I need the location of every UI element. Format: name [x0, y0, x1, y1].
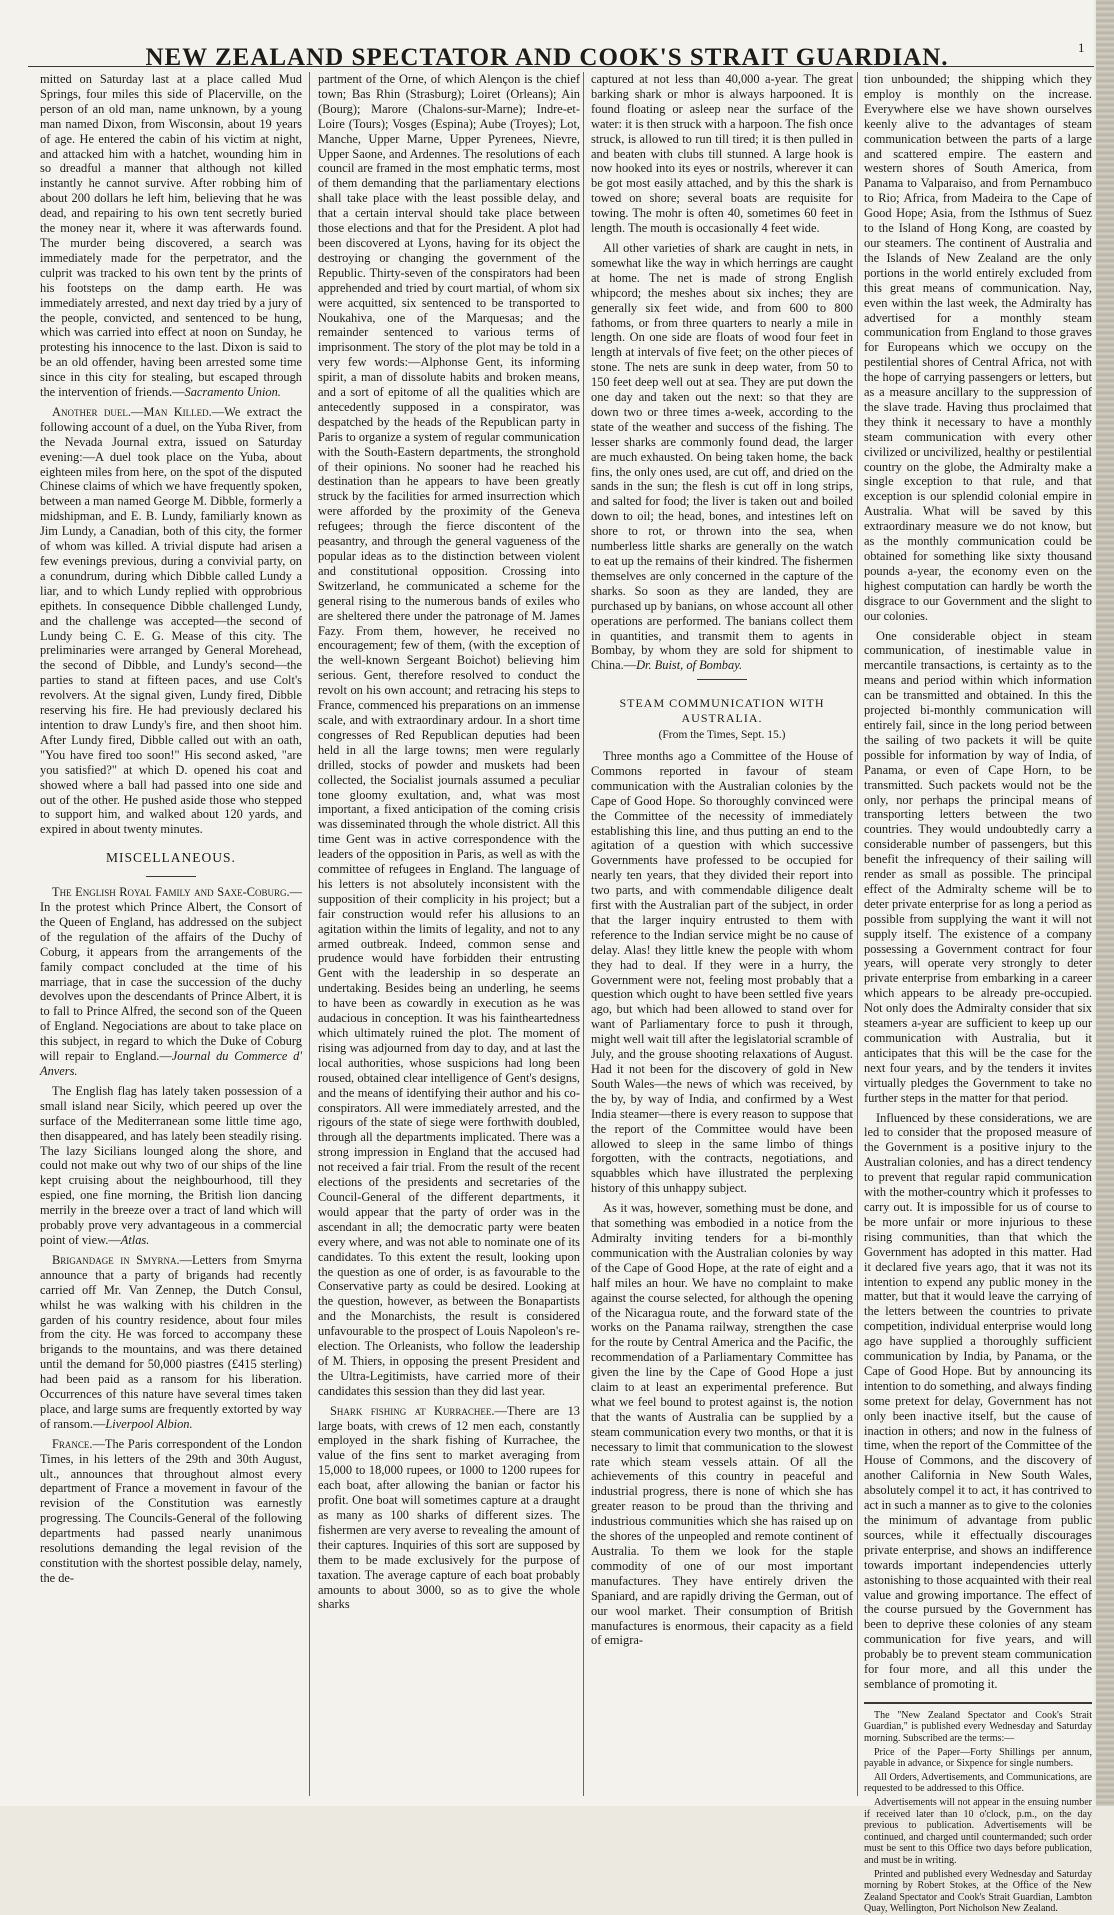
article-paragraph: As it was, however, something must be done, and that something was embodied in a notice from the Admiralty inviting tenders for a bi-monthly communication with the Australian colonies by way of the Cape of Good Hope, at the rate of eight and a half miles an hour. We have no complaint to make against the course selected, for although the opening of the Nicaragua route, and the forward state of the works on the Panama railway, strengthen the case for the route by Central America and the Pacific, the recommendation of a Parliamentary Committee has given the line by the Cape of Good Hope a just claim to at least an experimental preference. But what we feel bound to protest against is, the notion that the wants of Australia can be supplied by a steam communication every two months, or that it is necessary to limit that communication to the slowest rate which steam vessels attain. Of all the achievements of this country in peaceful and industrial progress, there is none of which she has greater reason to be proud than the thriving and industrious communities which she has raised up on the shores of the unpeopled and remote continent of Australia. To them we look for the staple commodity of one of our most important manufactures. They have entirely driven the Spaniard, and are rapidly driving the German, out of our wool market. Their consumption of British manufactures is enormous, their capacity as a field of emigra-: [591, 1201, 853, 1648]
article-lead: France.: [52, 1436, 93, 1451]
article-duel: Another duel.—Man Killed.—We extract the following account of a duel, on the Yuba River, from the Nevada Journal extra, issued on Saturday evening:—A duel took place on the Yuba, about eighteen miles from here, on the spot of the disputed Chinese claims of which we have frequently spoken, between a man named George M. Dibble, formerly a midshipman, and E. B. Lundy, familiarly known as Jim Lundy, a Canadian, both of this city, the former of whom was killed. A trivial dispute had arisen a few evenings previous, during a convivial party, on a conundrum, during which Dibble called Lundy a liar, and to which Lundy replied with opprobrious epithets. In consequence Dibble challenged Lundy, and the challenge was accepted—the second of Lundy being C. E. G. Mease of this city. The preliminaries were arranged by General Morehead, the second of Dibble, and Lundy's second—the parties to stand at fifteen paces, and use Colt's revolvers. At the signal given, Lundy fired, Dibble reserving his fire. He had previously declared his intention to draw Lundy's fire, and then shoot him. After Lundy fired, Dibble called out with an oath, "You have fired too soon!" His second asked, "are you satisfied?" at which D. opened his coat and showed where a ball had passed into one side and out of the other. He pushed aside those who stepped to support him, and walked about 120 yards, and expired in about twenty minutes.: [40, 404, 302, 837]
article-lead: Shark fishing at Kurrachee.: [330, 1403, 495, 1418]
divider: [146, 876, 196, 877]
column-divider: [309, 72, 310, 1796]
article-paragraph: All other varieties of shark are caught in nets, in somewhat like the way in which herrings are caught at home. The net is made of strong English whipcord; the meshes about six inches; they are generally six feet wide, and from 600 to 800 fathoms, or from three quarters to nearly a mile in length. On one side are floats of wood four feet in length at intervals of five feet; on the other pieces of stone. The nets are sunk in deep water, from 50 to 150 feet deep well out at sea. They are put down the one day and taken out the next: so that they are down two or three times a-week, according to the state of the weather and success of the fishing. The lesser sharks are commonly found dead, the larger are much exhausted. On being taken home, the back fins, the only ones used, are cut off, and dried on the sands in the sun; the flesh is cut off in long strips, and salted for food; the liver is taken out and boiled down to oil; the head, bones, and intestines left on shore to rot, or thrown into the sea, when numberless little sharks are generally on the watch to eat up the remains of their kindred. The fishermen themselves are only concerned in the capture of the sharks. So soon as they are landed, they are purchased up by banians, on whose account all other operations are performed. The banians collect them in quantities, and transmit them to agents in Bombay, by whom they are sold for shipment to China.—Dr. Buist, of Bombay.: [591, 240, 853, 673]
article-france: France.—The Paris correspondent of the London Times, in his letters of the 29th and 30th August, ult., announces that throughout almost every department of France a movement in favour of the revision of the Constitution was earnestly progressing. The Councils-General of the following departments had passed nearly unanimous resolutions demanding the legal revision of the constitution with the shortest possible delay, namely, the de-: [40, 1436, 302, 1585]
column-4: [864, 72, 1092, 1915]
article-paragraph: Three months ago a Committee of the House of Commons reported in favour of steam communication with the Australian colonies by the Cape of Good Hope. So thoroughly convinced were the Committee of the necessity of immediately establishing this line, and thus putting an end to the agitation of a question with which successive Governments have professed to be occupied for nearly ten years, that they divided their report into two parts, and with commendable diligence dealt first with the Australian part of the subject, in order that the larger inquiry entrusted to them with reference to the Indian service might be no cause of delay. Alas! they little knew the people with whom they had to deal. If they were in a hurry, the Government were not, feeling most probably that a question which ought to have been settled five years ago, but which had been allowed to stand over for want of Parliamentary force to push it through, might well wait till after the legislatorial scramble of July, and the grouse shooting relaxations of August. Had it not been for the discovery of gold in New South Wales—the news of which was received, by the by, by way of India, and confirmed by a West India steamer—there is every reason to suppose that the report of the Committee would have been allowed to sleep in the same limbo of things forgotten, with the contracts, negotiations, and squabbles which have illustrated the perplexing history of this unhappy subject.: [591, 748, 853, 1196]
colophon: [864, 1702, 1092, 1915]
article-paragraph: Influenced by these considerations, we are led to consider that the proposed measure of the Government is a positive injury to the Australian colonies, and has a direct tendency to prevent that regular rapid communication with the mother-country which it professes to carry out. It is impossible for us of course to be more unfair or more injurious to these rising communities, than that which the Government has adopted in this matter. Had it declared five years ago, that it was not its intention to expend any public money in the matter, but that it would leave the carrying of the letters between the countries to private competition, individual enterprise would long ago have supplied a thoroughly sufficient communication by India, by Panama, or the Cape of Good Hope. But by announcing its intention to do something, and always finding some pretext for delay, Government has not only been inactive itself, but the cause of inaction in others; and now in the fulness of time, when the report of the Committee of the House of Commons, and the discovery of another California in New South Wales, absolutely compel it to act, it has contrived to act in such a manner as to give to the colonies the minimum of advantage from public sources, while it effectually discourages private enterprise, and shows an indifference towards important independencies utterly astonishing to those acquainted with their real value and growing importance. The effect of the course pursued by the Government has been to deprive these colonies of any steam communication for five years, and will probably be to prevent steam communication for four more, and all this under the semblance of promoting it.: [864, 1110, 1092, 1691]
page-number: 1: [1078, 40, 1085, 55]
article-paragraph: partment of the Orne, of which Alençon is the chief town; Bas Rhin (Strasburg); Loiret (Orleans); Ain (Bourg); Marore (Chalons-sur-Marne); Indre-et-Loire (Tours); Vosges (Espina); Aube (Troyes); Lot, Manche, Upper Marne, Upper Pyrenees, Nievre, Upper Saone, and Ardennes. The resolutions of each council are framed in the most emphatic terms, most of them demanding that the parliamentary elections shall take place with the least possible delay, and that a certain interval should take place between those elections and that for the President. A plot had been discovered at Lyons, having for its object the destroying or changing the government of the Republic. Thirty-seven of the conspirators had been apprehended and tried by court martial, of whom six were acquitted, six sentenced to be transported to Noukahiva, one of the Marquesas; and the remainder sentenced to various terms of imprisonment. The story of the plot may be told in a very few words:—Alphonse Gent, its informing spirit, a man of dissolute habits and broken means, and a sort of epitome of all the qualities which are antecedently supposed in a conspirator, was despatched by the heads of the Republican party in Paris to organize a system of regular communication with the South-Eastern departments, the stronghold of their opinions. No sooner had he reached his destination than he appears to have been greatly struck by the facilities for armed insurrection which were afforded by the proximity of the Geneva refugees; through the fierce discontent of the peasantry, and through the general vagueness of the popular ideas as to the distinction between violent and constitutional opposition. Crossing into Switzerland, he communicated a scheme for the general rising to the numerous bands of exiles who are sheltered there under the patronage of M. James Fazy. From them, however, he received no encouragement; few of them, (with the exception of the well-known Sergeant Boichot) believing him serious. Gent, therefore resolved to conduct the revolt on his own account; and retracing his steps to France, commenced his preparations on an immense scale, and with extraordinary ardour. In a short time congresses of Red Republican deputies had been held in all the large towns; men were regularly drilled, stocks of powder and muskets had been collected, the Socialist journals assumed a peculiar tone gloomy exultation, and, what was most important, a fixed anticipation of the coming crisis was disseminated through the whole district. All this time Gent was in active correspondence with the leaders of the opposition in Paris, as well as with the committee of refugees in England. The language of his letters is not absolutely inconsistent with the supposition of their complicity in his project; but a fair construction would refer his allusions to an agitation within the limits of legality, and not to any armed outbreak. Indeed, common sense and prudence would have forbidden their entrusting Gent with the leadership in so desperate an undertaking. Besides being an underling, he seems to have been as cowardly in execution as he was audacious in conception. It was his faintheartedness which ultimately ruined the plot. The moment of rising was adjourned from day to day, and at last the local authorities, whose suspicions had long been roused, obtained clear intelligence of Gent's designs, and the means of identifying their author and his co-conspirators. All were immediately arrested, and the rigours of the state of siege were forthwith doubled, through all the departments implicated. There was a strong impression in England that the accused had not received a fair trial. From the result of the recent elections of the presidents and secretaries of the Council-General of the different departments, it would appear that the party of order was in the ascendant in all; the democratic party were beaten every where, and was not able to nominate one of its candidates. To this extent the result, looking upon the question as one of order, is as favourable to the Conservative party as could be desired. Looking at the question, however, as between the Bonapartists and the Monarchists, the result is considered unfavourable to the prospect of Louis Napoleon's re-election. The Orleanists, who follow the leadership of M. Thiers, in opposing the present President and the Ultra-Legitimists, have carried more of their candidates this session than they did last year.: [318, 72, 580, 1398]
column-1: [40, 72, 302, 1796]
column-divider: [583, 72, 584, 1796]
article-lead: The English Royal Family and Saxe-Coburg.: [52, 885, 290, 900]
article-english-flag: The English flag has lately taken possession of a small island near Sicily, which peered up over the surface of the Mediterranean some little time ago, then disappeared, and has lately been steadily rising. The lazy Sicilians lounged along the shore, and could not make out why two of our ships of the line kept cruising about the neighbourhood, till they espied, one fine morning, the British lion dancing merrily in the breeze over a tract of land which will probably prove very advantageous in a commercial point of view.—Atlas.: [40, 1083, 302, 1247]
source-citation: Dr. Buist, of Bombay.: [636, 658, 743, 673]
article-lead: Brigandage in Smyrna.: [52, 1252, 180, 1267]
colophon-line: Price of the Paper—Forty Shillings per annum, payable in advance, or Sixpence for single numbers.: [864, 1746, 1092, 1770]
article-paragraph: captured at not less than 40,000 a-year. The great barking shark or mhor is always harpooned. It is found floating or asleep near the surface of the water: it is then struck with a harpoon. The fish once struck, is allowed to run till tired; it is then pulled in and beaten with clubs till stunned. A large hook is now hooked into its eyes or nostrils, wherever it can be got most easily attached, and by this the shark is towed on shore; several boats are requisite for towing. The mohr is often 40, sometimes 60 feet in length. The mouth is occasionally 4 feet wide.: [591, 72, 853, 236]
source-citation: Liverpool Albion.: [105, 1416, 193, 1431]
section-heading-steam: STEAM COMMUNICATION WITH AUSTRALIA.: [619, 696, 825, 726]
article-royal-family: The English Royal Family and Saxe-Coburg.—In the protest which Prince Albert, the Consort of the Queen of England, has addressed on the subject of the regulation of the affairs of the Duchy of Coburg, it appears from the arrangements of the family compact concluded at the time of his marriage, that in case the succession of the duchy devolves upon the descendants of Prince Albert, it is to fall to Prince Alfred, the second son of the Queen of England. Negociations are about to take place on this subject, in regard to which the Duke of Coburg will repair to England.—Journal du Commerce d' Anvers.: [40, 885, 302, 1078]
page-edge: [1096, 0, 1114, 1806]
colophon-line: Printed and published every Wednesday and Saturday morning by Robert Stokes, at the Office of the New Zealand Spectator and Cook's Strait Guardian, Lambton Quay, Wellington, Port Nicholson New Zealand.: [864, 1868, 1092, 1915]
colophon-line: The "New Zealand Spectator and Cook's Strait Guardian," is published every Wednesday and Saturday morning. Subscribed are the terms:—: [864, 1709, 1092, 1745]
column-2: [318, 72, 580, 1796]
article-smyrna: Brigandage in Smyrna.—Letters from Smyrna announce that a party of brigands had recently carried off Mr. Van Zennep, the Dutch Consul, whilst he was walking with his children in the garden of his country residence, about four miles from the city. He was forced to accompany these brigands to the mountains, and was there detained until the demand for 50,000 piastres (£415 sterling) had been paid as a ransom for his liberation. Occurrences of this nature have several times taken place, and large sums are frequently extorted by way of ransom.—Liverpool Albion.: [40, 1252, 302, 1431]
column-divider: [857, 72, 858, 1796]
masthead: NEW ZEALAND SPECTATOR AND COOK'S STRAIT GUARDIAN.: [145, 44, 949, 71]
article-paragraph: One considerable object in steam communication, of inestimable value in mercantile transactions, is certainty as to the means and period within which information can be transmitted and obtained. In this the projected bi-monthly communication will entirely fail, since in the long period between the sailing of two packets it will be quite possible for information by way of India, of Panama, or even of Cape Horn, to be transmitted. Such packets would not be the only, nor perhaps the principal means of transporting letters between the two countries. They would undoubtedly carry a considerable number of passengers, but this benefit the infrequency of their sailing will render as small as possible. The principal effect of the Admiralty scheme will be to deter private enterprise for as long a period as possible from supplying the want it will not supply itself. The existence of a company possessing a Government contract for four years, will operate very strongly to deter private enterprise from embarking in a career which appears to be already pre-occupied. Not only does the Admiralty consider that six steamers a-year are sufficient to keep up our communication with Australia, but it anticipates that this will be the case for the next four years, and by the tenders it invites virtually pledges the Government to take no further steps in the matter for that period.: [864, 628, 1092, 1105]
article-paragraph: tion unbounded; the shipping which they employ is monthly on the increase. Everywhere else we have shown ourselves keenly alive to the advantages of steam communication between the parts of a large and scattered empire. The eastern and western shores of South America, from Panama to Valparaiso, and from Pernambuco to Rio; Africa, from Madeira to the Cape of Good Hope; Asia, from the Isthmus of Suez to the Island of Hong Kong, are coasted by our steamers. The continent of Australia and the Islands of New Zealand are the only portions in the world entirely excluded from this great means of communication. Nay, even within the last week, the Admiralty has advertised for a monthly steam communication from England to those graves for Europeans which we occupy on the pestilential shores of Central Africa, not with the hope of carrying passengers or letters, but as a measure ancillary to the suppression of the slave trade. Having thus proclaimed that they think it necessary to have a monthly steam communication with every other civilized or uncivilized, healthy or pestilential country on the globe, the Admiralty make a single exception to that rule, and that exception is our splendid colonial empire in Australia. What will be saved by this extraordinary measure we do not know, but as the monthly communication could be obtained for something like sixty thousand pounds a-year, the economy even on the highest computation can hardly be worth the disgrace to our Government and the slight to our colonies.: [864, 72, 1092, 623]
section-heading-miscellaneous: MISCELLANEOUS.: [106, 850, 236, 866]
article-paragraph: mitted on Saturday last at a place called Mud Springs, four miles this side of Placerville, on the person of an old man, name unknown, by a young man named Dixon, from Wisconsin, about 19 years of age. He entered the cabin of his victim at night, and attacked him with a hatchet, wounding him in so dreadful a manner that although not killed instantly he cannot survive. After robbing him of about 200 dollars he left him, believing that he was dead, and repairing to his own tent secretly buried the money near it, where it was afterwards found. The murder being discovered, a search was immediately made for the perpetrator, and the culprit was tracked to his own tent by the prints of his footsteps on the damp earth. He was immediately arrested, and next day tried by a jury of the people, convicted, and sentenced to be hung, which was carried into effect at noon on Sunday, he protesting his innocence to the last. Dixon is said to be an old offender, having been arrested some time since in this city for stealing, but escaped through the intervention of friends.—Sacramento Union.: [40, 72, 302, 400]
source-note: (From the Times, Sept. 15.): [658, 729, 786, 742]
article-lead: Another duel.—Man Killed.: [52, 404, 212, 419]
masthead-rule: [28, 66, 1094, 67]
source-citation: Journal du Commerce d' Anvers.: [40, 1049, 302, 1078]
colophon-line: All Orders, Advertisements, and Communications, are requested to be addressed to this Office.: [864, 1771, 1092, 1795]
article-shark-fishing: Shark fishing at Kurrachee.—There are 13 large boats, with crews of 12 men each, constantly employed in the shark fishing of Kurrachee, the value of the fins sent to market averaging from 15,000 to 18,000 rupees, or 1000 to 1200 rupees for each boat, after allowing the banian or factor his profit. One boat will sometimes capture at a draught as many as 100 sharks of different sizes. The fishermen are very averse to revealing the amount of their captures. Inquiries of this sort are supposed by them to be made exclusively for the purpose of taxation. The average capture of each boat probably amounts to about 3000, so as to give the whole sharks: [318, 1403, 580, 1612]
source-citation: Atlas.: [120, 1232, 150, 1247]
divider: [697, 679, 747, 680]
colophon-line: Advertisements will not appear in the ensuing number if received later than 10 o'clock, p.m., on the day previous to publication. Advertisements will be continued, and charged until countermanded; such order must be sent to this Office two days before publication, and must be in writing.: [864, 1797, 1092, 1866]
column-3: [591, 72, 853, 1796]
source-citation: Sacramento Union.: [184, 385, 281, 400]
